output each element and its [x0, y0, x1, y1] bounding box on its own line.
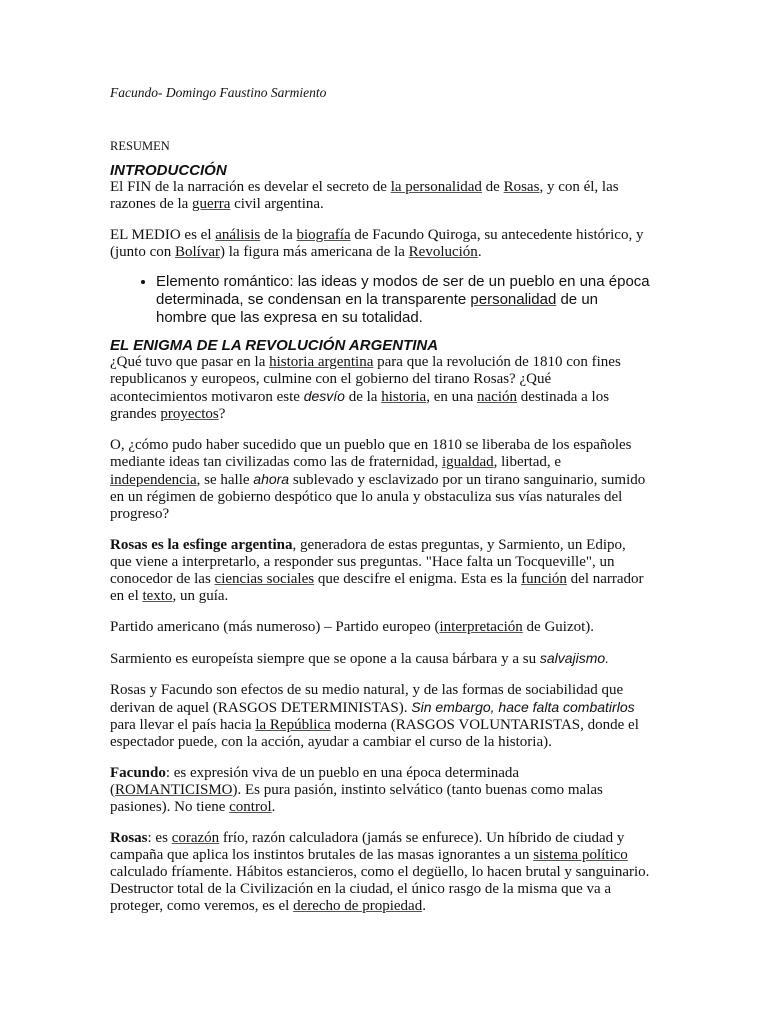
- document-page: [110, 84, 650, 915]
- link-control[interactable]: control: [229, 799, 272, 815]
- summary-label: RESUMEN: [110, 139, 170, 153]
- link-interpretacion[interactable]: interpretación: [439, 619, 523, 635]
- bullet-list: [110, 273, 650, 327]
- paragraph-facundo: Facundo: es expresión viva de un pueblo en una época determinada (ROMANTICISMO). Es pura pasión, instinto selvático (tanto buenas como malas pasiones). No tiene control.: [110, 765, 603, 815]
- paragraph-como-pudo: O, ¿cómo pudo haber sucedido que un pueblo que en 1810 se liberaba de los españoles mediante ideas tan civilizadas como las de fraternidad, igualdad, libertad, e independencia, se halle ahora sublevado y esclavizado por un tirano sanguinario, sumido en un régimen de gobierno despótico que lo anula y obstaculiza sus vías naturales del progreso?: [110, 437, 646, 522]
- link-biografia[interactable]: biografía: [296, 227, 351, 243]
- paragraph-esfinge: Rosas es la esfinge argentina, generadora de estas preguntas, y Sarmiento, un Edipo, que viene a interpretarlo, a responder sus preguntas. "Hace falta un Tocqueville", un conocedor de las ciencias sociales que descifre el enigma. Esta es la función del narrador en el texto, un guía.: [110, 537, 644, 604]
- link-ciencias-sociales[interactable]: ciencias sociales: [214, 571, 315, 587]
- link-rosas[interactable]: Rosas: [503, 179, 540, 195]
- link-la-republica[interactable]: la República: [255, 717, 331, 733]
- link-texto[interactable]: texto: [142, 588, 173, 604]
- link-funcion[interactable]: función: [521, 571, 567, 587]
- link-bolivar[interactable]: Bolívar: [175, 244, 220, 260]
- link-personalidad[interactable]: personalidad: [470, 291, 557, 308]
- paragraph-efectos: Rosas y Facundo son efectos de su medio natural, y de las formas de sociabilidad que derivan de aquel (RASGOS DETERMINISTAS). Sin embargo, hace falta combatirlos para llevar el país hacia la República moderna (RASGOS VOLUNTARISTAS, donde el espectador puede, con la acción, ayudar a cambiar el curso de la historia).: [110, 682, 639, 750]
- section-heading-introduccion: INTRODUCCIÓN: [110, 162, 227, 179]
- link-la-personalidad[interactable]: la personalidad: [390, 179, 482, 195]
- paragraph-partidos: Partido americano (más numeroso) – Partido europeo (interpretación de Guizot).: [110, 619, 595, 635]
- link-independencia[interactable]: independencia: [110, 472, 197, 488]
- link-igualdad[interactable]: igualdad: [441, 454, 494, 470]
- section-heading-enigma: EL ENIGMA DE LA REVOLUCIÓN ARGENTINA: [110, 337, 439, 354]
- link-historia[interactable]: historia: [381, 389, 427, 405]
- paragraph-medio: EL MEDIO es el análisis de la biografía de Facundo Quiroga, su antecedente histórico, y (junto con Bolívar) la figura más americana de la Revolución.: [110, 227, 644, 260]
- link-romanticismo[interactable]: ROMANTICISMO: [115, 782, 233, 798]
- link-corazon[interactable]: corazón: [171, 830, 220, 846]
- link-historia-argentina[interactable]: historia argentina: [269, 354, 374, 370]
- document-title: Facundo- Domingo Faustino Sarmiento: [110, 85, 327, 100]
- paragraph-que-tuvo: ¿Qué tuvo que pasar en la historia argentina para que la revolución de 1810 con fines republicanos y europeos, culmine con el gobierno del tirano Rosas? ¿Qué acontecimientos motivaron este desvío de la historia, en una nación destinada a los grandes proyectos?: [110, 354, 621, 422]
- paragraph-europeista: Sarmiento es europeísta siempre que se opone a la causa bárbara y a su salvajismo.: [110, 650, 610, 667]
- link-revolucion[interactable]: Revolución: [408, 244, 478, 260]
- paragraph-fin: El FIN de la narración es develar el secreto de la personalidad de Rosas, y con él, las razones de la guerra civil argentina.: [110, 179, 619, 212]
- link-derecho-de-propiedad[interactable]: derecho de propiedad: [293, 898, 423, 914]
- list-item: • Elemento romántico: las ideas y modos de ser de un pueblo en una época determinada, se condensan en la transparente personalidad de un hombre que las expresa en su totalidad.: [156, 273, 650, 327]
- link-proyectos[interactable]: proyectos: [160, 406, 219, 422]
- link-analisis[interactable]: análisis: [215, 227, 261, 243]
- link-sistema-politico[interactable]: sistema político: [533, 847, 628, 863]
- link-guerra[interactable]: guerra: [192, 196, 231, 212]
- paragraph-rosas: Rosas: es corazón frío, razón calculadora (jamás se enfurece). Un híbrido de ciudad y campaña que aplica los instintos brutales de las masas ignorantes a un sistema político calculado fríamente. Hábitos estancieros, como el degüello, lo hacen brutal y sanguinario. Destructor total de la Civilización en la ciudad, el único rasgo de la misma que va a proteger, como veremos, es el derecho de propiedad.: [110, 830, 650, 914]
- link-nacion[interactable]: nación: [477, 389, 517, 405]
